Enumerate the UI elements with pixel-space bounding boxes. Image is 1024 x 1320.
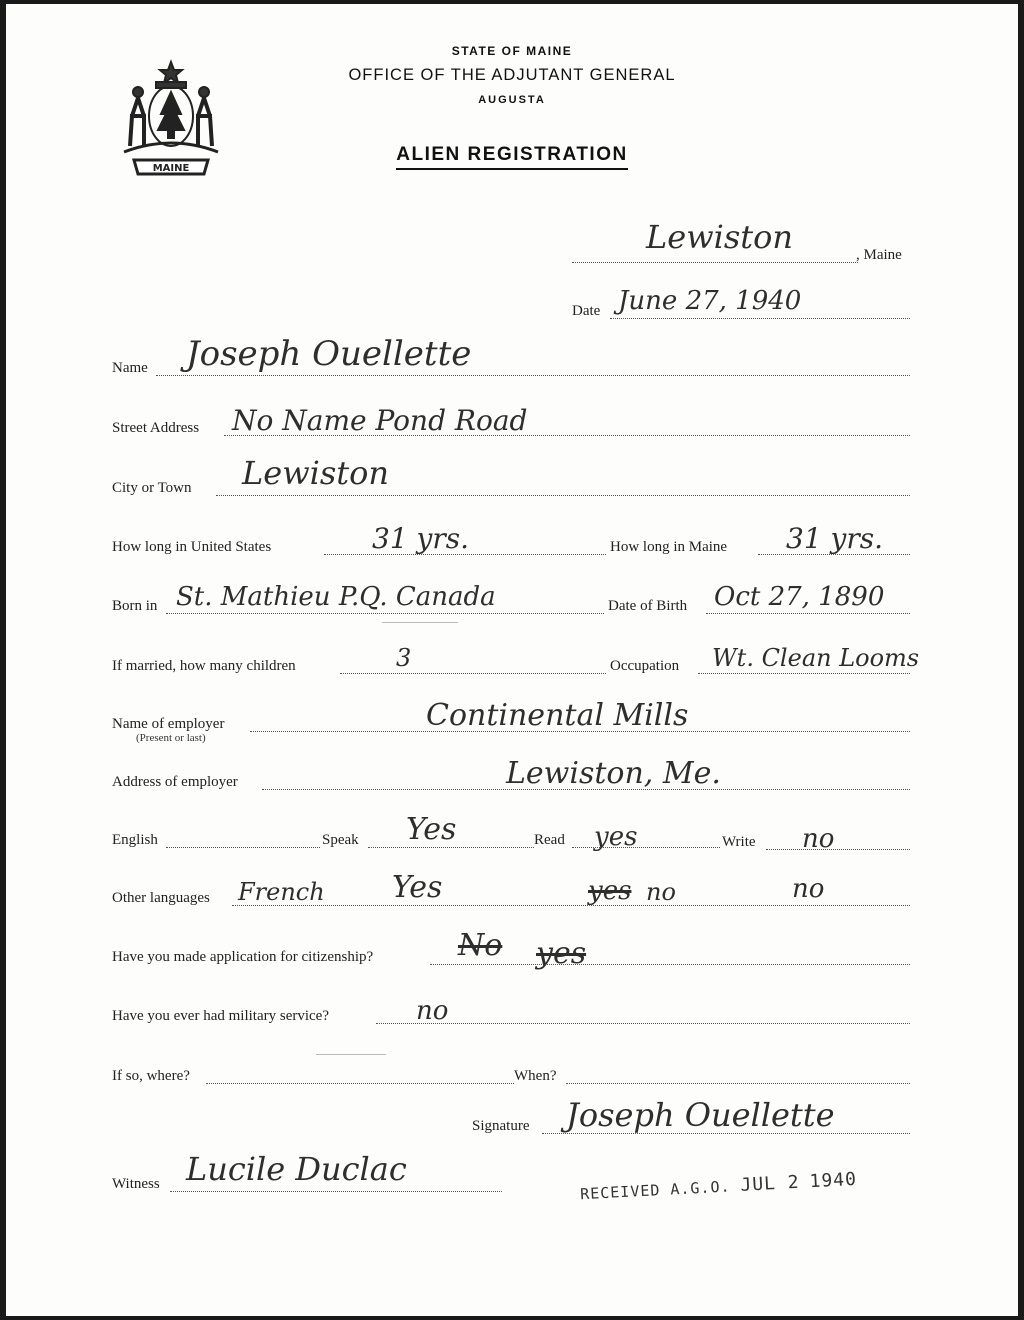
speak-line (368, 847, 534, 848)
born-in-line (166, 613, 604, 614)
employer-sublabel: (Present or last) (136, 732, 206, 744)
employer-label: Name of employer (112, 716, 225, 732)
when-label: When? (514, 1068, 557, 1084)
seal-text: MAINE (152, 163, 190, 174)
other-language-read-struck: yes (588, 876, 632, 906)
born-in-label: Born in (112, 598, 158, 614)
stamp-year: 1940 (809, 1168, 858, 1193)
military-value: no (416, 996, 449, 1026)
other-languages-label: Other languages (112, 890, 210, 906)
received-stamp (580, 1169, 858, 1204)
city-value: Lewiston (242, 454, 389, 492)
children-label: If married, how many children (112, 658, 296, 674)
office-heading: OFFICE OF THE ADJUTANT GENERAL (348, 66, 676, 84)
signature-value: Joseph Ouellette (566, 1096, 835, 1134)
if-so-where-label: If so, where? (112, 1068, 190, 1084)
english-line (166, 847, 320, 848)
witness-line (170, 1191, 502, 1192)
employer-value: Continental Mills (426, 698, 689, 733)
city-label: City or Town (112, 480, 192, 496)
military-line (376, 1023, 910, 1024)
how-long-us-label: How long in United States (112, 539, 272, 555)
name-line (156, 375, 910, 376)
street-label: Street Address (112, 420, 200, 436)
citizenship-label: Have you made application for citizenship? (112, 949, 374, 965)
other-language-speak: Yes (392, 870, 443, 905)
occupation-line (698, 673, 910, 674)
date-of-birth-value: Oct 27, 1890 (714, 582, 885, 612)
employer-address-value: Lewiston, Me. (506, 756, 721, 791)
citizenship-line (430, 964, 910, 965)
english-read-value: yes (594, 822, 638, 852)
how-long-maine-value: 31 yrs. (786, 522, 884, 555)
speak-label: Speak (322, 832, 359, 848)
name-value: Joseph Ouellette (186, 334, 472, 374)
other-language-write: no (792, 874, 825, 904)
date-of-birth-line (706, 613, 910, 614)
date-of-birth-label: Date of Birth (608, 598, 688, 614)
occupation-label: Occupation (610, 658, 680, 674)
how-long-us-value: 31 yrs. (372, 522, 470, 555)
military-label: Have you ever had military service? (112, 1008, 329, 1024)
how-long-maine-label: How long in Maine (610, 539, 728, 555)
other-languages-line (232, 905, 910, 906)
witness-label: Witness (112, 1176, 160, 1192)
date-line (610, 318, 910, 319)
form-title: ALIEN REGISTRATION (6, 144, 1018, 166)
other-language-read: no (646, 878, 676, 906)
other-language-name: French (238, 878, 325, 906)
write-label: Write (722, 834, 756, 850)
employer-address-label: Address of employer (112, 774, 238, 790)
born-in-value: St. Mathieu P.Q. Canada (176, 582, 496, 612)
name-label: Name (112, 360, 148, 376)
read-label: Read (534, 832, 565, 848)
occupation-value: Wt. Clean Looms (712, 644, 920, 672)
children-value: 3 (396, 644, 412, 672)
place-line (572, 262, 858, 263)
citizenship-struck-no: No (458, 928, 503, 963)
stamp-received: RECEIVED A.G.O. (579, 1177, 731, 1204)
place-value: Lewiston (646, 218, 793, 256)
english-label: English (112, 832, 158, 848)
date-value: June 27, 1940 (618, 286, 802, 316)
state-heading: STATE OF MAINE (451, 44, 573, 58)
citizenship-struck-yes: yes (536, 936, 587, 971)
stamp-date: JUL 2 (739, 1171, 801, 1196)
city-line (216, 495, 910, 496)
when-line (566, 1083, 910, 1084)
signature-label: Signature (472, 1118, 530, 1134)
english-write-value: no (802, 824, 835, 854)
if-so-where-line (206, 1083, 514, 1084)
english-speak-value: Yes (406, 812, 457, 847)
witness-value: Lucile Duclac (186, 1150, 407, 1188)
place-suffix: , Maine (856, 247, 902, 263)
city-heading: AUGUSTA (478, 94, 546, 106)
alien-registration-form (6, 4, 1018, 1316)
date-label: Date (572, 303, 601, 319)
street-value: No Name Pond Road (232, 404, 528, 437)
write-line (766, 849, 910, 850)
children-line (340, 673, 606, 674)
